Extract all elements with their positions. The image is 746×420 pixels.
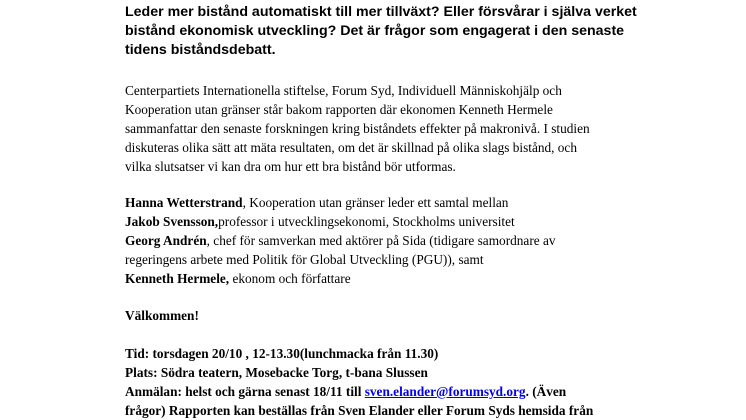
participant-desc: , chef för samverkan med aktörer på Sida (tidigare samordnare av xyxy=(206,233,556,248)
heading-line: tidens biståndsdebatt. xyxy=(125,42,276,58)
participant-line xyxy=(125,250,665,269)
participants-paragraph xyxy=(125,193,665,288)
event-details xyxy=(125,344,665,420)
intro-paragraph xyxy=(125,81,665,176)
event-registration xyxy=(125,382,665,401)
heading-paragraph xyxy=(125,3,665,60)
heading-line: bistånd ekonomisk utveckling? Det är frågor som engagerat i den senaste xyxy=(125,23,625,39)
email-link[interactable]: sven.elander@forumsyd.org xyxy=(364,384,526,399)
intro-line: vilka slutsatser vi kan dra om hur ett bra bistånd bör utformas. xyxy=(125,159,456,174)
participant-line xyxy=(125,231,665,250)
intro-line: diskuteras olika sätt att mäta resultaten, om det är skillnad på olika slags bistånd, och xyxy=(125,140,577,155)
registration-prefix: Anmälan: helst och gärna senast 18/11 till xyxy=(125,384,365,399)
participant-desc: professor i utvecklingsekonomi, Stockholms universitet xyxy=(218,214,515,229)
participant-desc: regeringens arbete med Politik för Global Utveckling (PGU)), samt xyxy=(125,252,484,267)
participant-desc: , Kooperation utan gränser leder ett samtal mellan xyxy=(242,195,509,210)
registration-suffix: . (Även xyxy=(525,384,567,399)
participant-desc: ekonom och författare xyxy=(229,271,351,286)
participant-name: Hanna Wetterstrand xyxy=(125,195,243,210)
participant-line xyxy=(125,193,665,212)
intro-line: Kooperation utan gränser står bakom rapporten där ekonomen Kenneth Hermele xyxy=(125,102,553,117)
participant-name: Georg Andrén xyxy=(125,233,207,248)
participant-name: Jakob Svensson, xyxy=(125,214,219,229)
welcome-text: Välkommen! xyxy=(125,308,199,323)
rapport-line: frågor) Rapporten kan beställas från Sven Elander eller Forum Syds hemsida från xyxy=(125,403,594,418)
participant-line xyxy=(125,269,665,288)
event-time: Tid: torsdagen 20/10 , 12-13.30(lunchmacka från 11.30) xyxy=(125,346,439,361)
intro-line: Centerpartiets Internationella stiftelse, Forum Syd, Individuell Människohjälp och xyxy=(125,83,562,98)
participant-line xyxy=(125,212,665,231)
intro-line: sammanfattar den senaste forskningen kring biståndets effekter på makronivå. I studien xyxy=(125,121,590,136)
heading-line: Leder mer bistånd automatiskt till mer tillväxt? Eller försvårar i själva verket xyxy=(125,4,637,20)
participant-name: Kenneth Hermele, xyxy=(125,271,230,286)
event-place: Plats: Södra teatern, Mosebacke Torg, t-bana Slussen xyxy=(125,365,428,380)
